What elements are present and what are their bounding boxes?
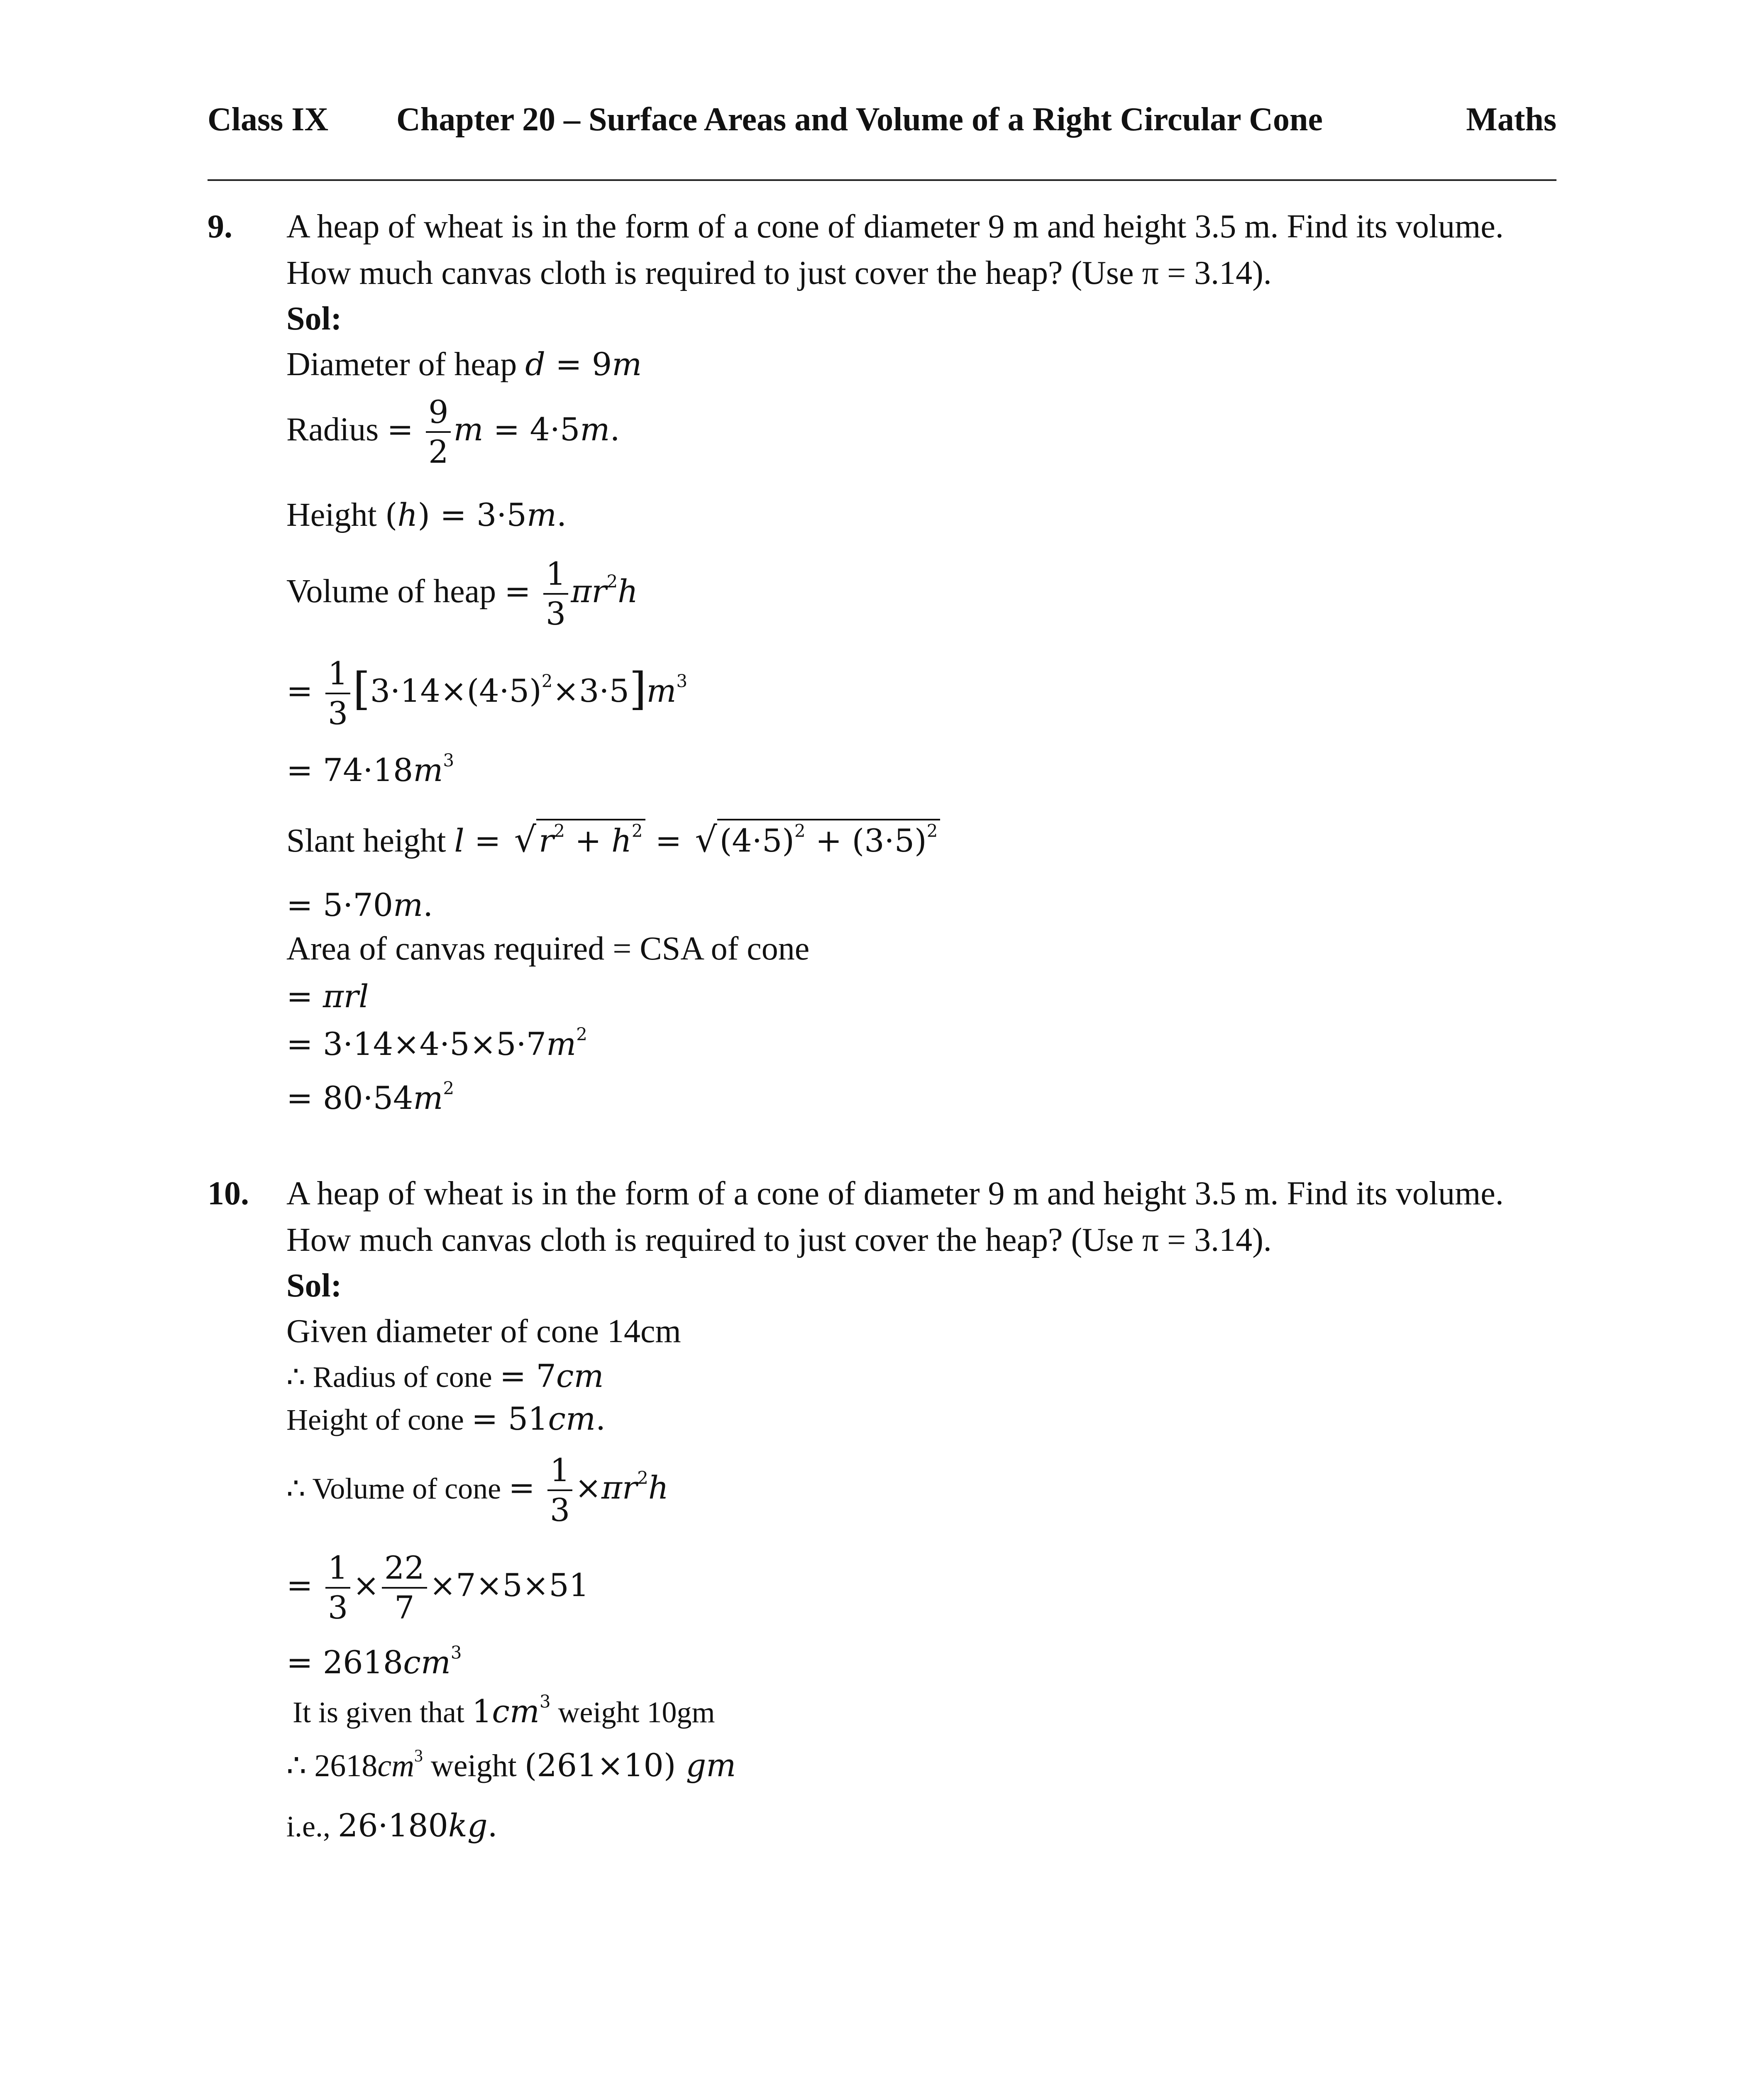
q10-ie-line — [286, 1807, 498, 1844]
q10-weight-given — [293, 1693, 715, 1730]
subject-label: Maths — [1466, 101, 1556, 138]
q10-volume-line — [286, 1452, 669, 1528]
q10-volume-sub-expr: = $\frac{1}{3}$ × $\frac{22}{7}$ ×7×5×51 — [286, 1549, 589, 1626]
q9-volume-sub-expr: = $\frac{1}{3}$ $[3\cdot 14\times(4\cdot 5)^2\times 3\cdot 5]m^3$ — [286, 655, 688, 732]
q10-weight-therefore-a: ∴ 2618 — [286, 1748, 378, 1783]
q9-slant-line — [286, 820, 940, 860]
q10-given-diameter: Given diameter of cone 14cm — [286, 1313, 681, 1350]
q9-csa-formula-expr: = πrl — [286, 978, 369, 1015]
q9-slant-label: Slant height — [286, 823, 454, 859]
q10-height-line — [286, 1401, 606, 1437]
chapter-title: Chapter 20 – Surface Areas and Volume of a Right Circular Cone — [396, 101, 1323, 138]
q9-csa-formula — [286, 977, 369, 1016]
question-9-sol-label: Sol: — [286, 300, 342, 337]
q10-volume-label: ∴ Volume of cone — [286, 1472, 509, 1505]
q10-weight-therefore-expr: (261×10) gm — [524, 1747, 736, 1784]
header-divider — [208, 179, 1556, 181]
q10-volume-result — [286, 1643, 462, 1682]
question-10-number: 10. — [208, 1175, 249, 1212]
q10-height-label: Height of cone — [286, 1403, 472, 1436]
q9-radius-label: Radius — [286, 411, 387, 448]
q9-volume-result — [286, 751, 454, 789]
q10-radius-line — [286, 1358, 604, 1394]
q10-weight-therefore-unit: cm — [377, 1748, 414, 1783]
q9-csa-sub-expr: = $3\cdot 14\times 4\cdot 5\times 5\cdot 7m^2$ — [286, 1024, 587, 1062]
question-10-line-2: How much canvas cloth is required to just cover the heap? (Use π = 3.14). — [286, 1222, 1272, 1258]
q10-weight-given-a: It is given that — [293, 1696, 472, 1729]
q9-volume-line — [286, 555, 638, 632]
q10-ie-expr: 26·180kg. — [337, 1807, 498, 1844]
q9-diameter-line — [286, 345, 642, 383]
q9-volume-substitution — [286, 655, 688, 732]
q10-volume-substitution — [286, 1549, 589, 1626]
q9-diameter-text: Diameter of heap — [286, 346, 525, 383]
q9-slant-expr: $l = √r^2 + h^2 = √(4\cdot 5)^2 + (3\cdot 5)^2$ — [454, 822, 940, 859]
q10-radius-expr: = 7cm — [499, 1357, 604, 1394]
q10-volume-formula: = $\frac{1}{3}$ $\times\pi r^2h$ — [508, 1452, 669, 1528]
q9-volume-label: Volume of heap — [286, 573, 505, 610]
q9-radius-line — [286, 393, 620, 470]
q10-weight-therefore: ∴ $2618cm^3$ weight (261×10) gm — [286, 1746, 736, 1784]
q9-radius-expr: = $\frac{9}{2}$ m = 4·5m. — [387, 393, 620, 470]
q9-csa-substitution — [286, 1025, 587, 1063]
q9-slant-result — [286, 886, 433, 924]
q10-volume-result-expr: = $2618cm^3$ — [286, 1642, 462, 1681]
q9-csa-result — [286, 1079, 454, 1117]
question-9-line-1: A heap of wheat is in the form of a cone of diameter 9 m and height 3.5 m. Find its volume. — [286, 208, 1504, 245]
question-10-line-1: A heap of wheat is in the form of a cone of diameter 9 m and height 3.5 m. Find its volume. — [286, 1175, 1504, 1212]
q9-canvas-text: Area of canvas required = CSA of cone — [286, 930, 810, 967]
q10-radius-label: ∴ Radius of cone — [286, 1360, 500, 1394]
question-9-line-2: How much canvas cloth is required to just cover the heap? (Use π = 3.14). — [286, 255, 1272, 291]
q10-weight-therefore-b: weight — [423, 1748, 525, 1783]
q10-weight-unit: $1cm^3$ — [472, 1691, 551, 1730]
class-label: Class IX — [208, 101, 329, 138]
q10-height-expr: = 51cm. — [471, 1400, 606, 1437]
question-10-sol-label: Sol: — [286, 1267, 342, 1304]
q10-ie-prefix: i.e., — [286, 1810, 338, 1843]
q9-diameter-expr: d = 9m — [525, 346, 642, 383]
question-9-number: 9. — [208, 208, 232, 245]
q10-weight-given-b: weight 10gm — [550, 1696, 715, 1729]
q9-csa-result-expr: = $80\cdot 54m^2$ — [286, 1078, 454, 1116]
q9-volume-formula: = $\frac{1}{3}$ $\pi r^2h$ — [504, 555, 638, 632]
q9-height-line — [286, 496, 567, 534]
q9-volume-result-expr: = $74\cdot 18m^3$ — [286, 750, 454, 788]
q9-slant-result-expr: = 5·70m. — [286, 886, 433, 923]
q9-height-expr: (h) = 3·5m. — [385, 496, 567, 533]
q9-height-label: Height — [286, 497, 385, 533]
